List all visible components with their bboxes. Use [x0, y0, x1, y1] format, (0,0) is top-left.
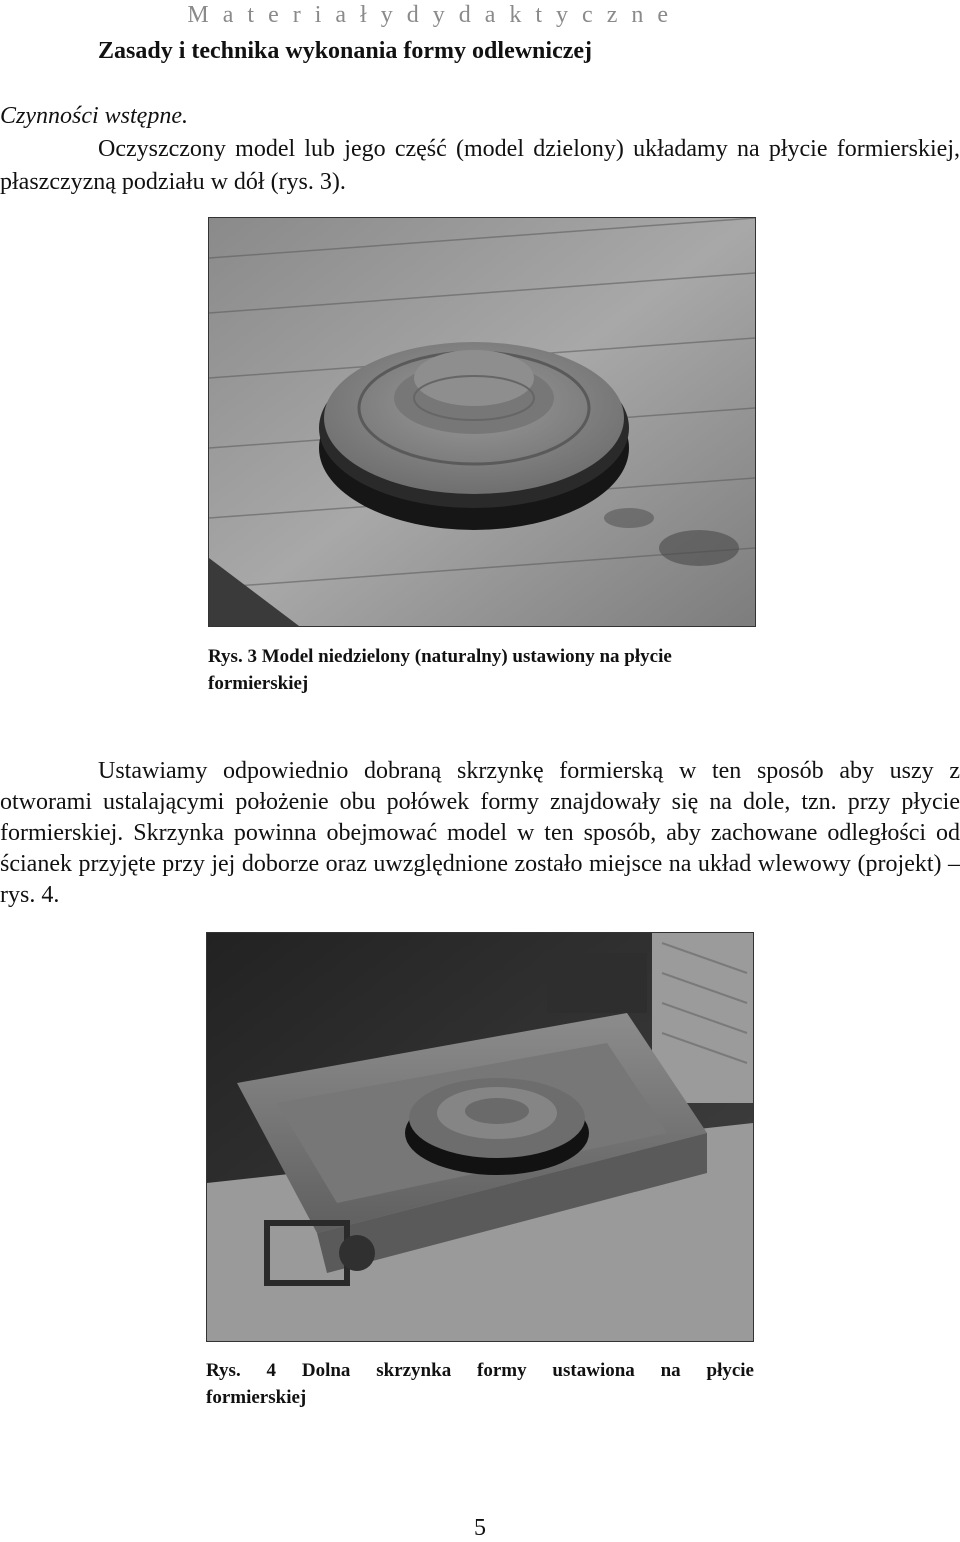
- page-title: Zasady i technika wykonania formy odlewniczej: [98, 38, 593, 64]
- section-paragraph: Oczyszczony model lub jego część (model dzielony) układamy na płycie formierskiej, płaszczyzną podziału w dół (rys. 3).: [0, 136, 960, 195]
- section-heading: Czynności wstępne.: [0, 103, 188, 129]
- figure-3-caption: [208, 643, 756, 697]
- figure-4-caption: [206, 1357, 754, 1411]
- figure-3-caption-line-2: formierskiej: [208, 673, 309, 694]
- figure-4-photo: [206, 932, 754, 1342]
- figure-4-caption-line-2: formierskiej: [206, 1387, 307, 1408]
- body-paragraph-text: Ustawiamy odpowiednio dobraną skrzynkę formierską w ten sposób aby uszy z otworami ustalającymi położenie obu połówek formy znajdowały się na dole, tzn. przy płycie formierskiej. Skrzynka powinna obejmować model w ten sposób, aby zachowane odległości od ścianek przyjęte przy jej doborze oraz uwzględnione zostało miejsce na układ wlewowy (projekt) – rys. 4.: [0, 758, 960, 908]
- series-header: M a t e r i a ł y d y d a k t y c z n e: [187, 2, 672, 28]
- page-number: 5: [474, 1515, 486, 1541]
- figure-4-caption-line-1: Rys. 4 Dolna skrzynka formy ustawiona na płycie: [206, 1360, 754, 1381]
- section-preliminary: [0, 100, 960, 199]
- body-paragraph: [0, 756, 960, 911]
- figure-3-caption-line-1: Rys. 3 Model niedzielony (naturalny) ustawiony na płycie: [208, 646, 672, 667]
- figure-3-photo: [208, 217, 756, 627]
